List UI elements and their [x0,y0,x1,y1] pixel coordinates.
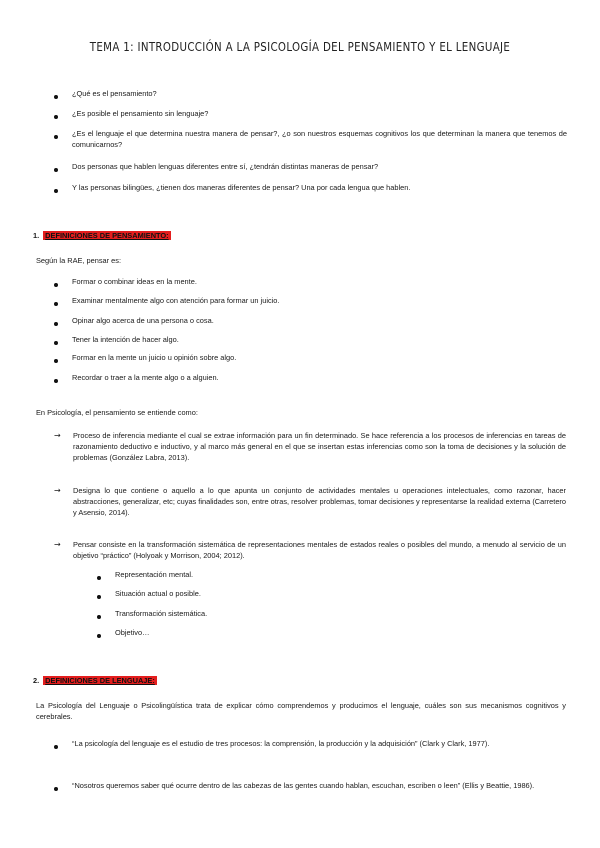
bullet-dot [54,189,58,193]
bullet-dot [97,615,101,619]
list-item: Opinar algo acerca de una persona o cosa. [72,316,214,325]
page-title: TEMA 1: INTRODUCCIÓN A LA PSICOLOGÍA DEL PENSAMIENTO Y EL LENGUAJE [89,39,511,54]
bullet-dot [97,634,101,638]
list-item: Y las personas bilingües, ¿tienen dos maneras diferentes de pensar? Una por cada lengua que hablen. [72,183,411,192]
list-item: Examinar mentalmente algo con atención para formar un juicio. [72,296,280,305]
list-item: Tener la intención de hacer algo. [72,335,179,344]
bullet-dot [54,745,58,749]
section-number: 1. [33,231,40,240]
bullet-dot [54,283,58,287]
list-item: Formar o combinar ideas en la mente. [72,277,197,286]
section-heading-text: DEFINICIONES DE PENSAMIENTO: [45,231,169,240]
list-item: Objetivo… [115,628,150,637]
list-item: Pensar consiste en la transformación sistemática de representaciones mentales de estados reales o posibles del mundo, a menudo al servicio de un objetivo “práctico” (Holyoak y Morrison, 2004; 2012). [73,540,566,561]
section-heading-pensamiento [33,230,171,241]
bullet-dot [54,322,58,326]
psychology-intro: En Psicología, el pensamiento se entiende como: [36,408,198,417]
rae-intro: Según la RAE, pensar es: [36,256,122,265]
bullet-dot [54,341,58,345]
bullet-dot [54,359,58,363]
bullet-dot [97,595,101,599]
list-item: “Nosotros queremos saber qué ocurre dentro de las cabezas de las gentes cuando hablan, escuchan, escriben o leen” (Ellis y Beattie, 1986). [72,781,535,790]
bullet-dot [54,379,58,383]
list-item: Recordar o traer a la mente algo o a alguien. [72,373,219,382]
bullet-dot [54,115,58,119]
bullet-dot [54,95,58,99]
section-heading-lenguaje [33,675,157,686]
section-heading-text: DEFINICIONES DE LENGUAJE: [45,676,155,685]
bullet-dot [54,302,58,306]
list-item: Representación mental. [115,570,194,579]
list-item: Situación actual o posible. [115,589,201,598]
arrow-icon: → [54,540,61,549]
list-item: Dos personas que hablen lenguas diferentes entre sí, ¿tendrán distintas maneras de pensar? [72,162,379,171]
list-item: ¿Es posible el pensamiento sin lenguaje? [72,109,209,118]
arrow-icon: → [54,431,61,440]
section-number: 2. [33,676,40,685]
list-item: Transformación sistemática. [115,609,208,618]
list-item: ¿Qué es el pensamiento? [72,89,157,98]
bullet-dot [54,787,58,791]
bullet-dot [54,168,58,172]
list-item: “La psicología del lenguaje es el estudio de tres procesos: la comprensión, la producción y la adquisición” (Clark y Clark, 1977). [72,739,490,748]
language-intro: La Psicología del Lenguaje o Psicolingüística trata de explicar cómo comprendemos y producimos el lenguaje, cuáles son sus mecanismos cognitivos y cerebrales. [36,701,566,722]
list-item: Formar en la mente un juicio u opinión sobre algo. [72,353,237,362]
list-item: Proceso de inferencia mediante el cual se extrae información para un fin determinado. Se hace referencia a los procesos de inferencias en tareas de razonamiento deductivo e inductivo, y al marco más general en el que se insertan estas inferencias como son la toma de decisiones y la solución de problemas (González Labra, 2013). [73,431,566,463]
bullet-dot [54,135,58,139]
arrow-icon: → [54,486,61,495]
list-item: ¿Es el lenguaje el que determina nuestra manera de pensar?, ¿o son nuestros esquemas cognitivos los que determinan la manera que tenemos de comunicarnos? [72,129,567,150]
list-item: Designa lo que contiene o aquello a lo que apunta un conjunto de actividades mentales u operaciones intelectuales, como razonar, hacer abstracciones, generalizar, etc; cuyas finalidades son, entre otras, resolver problemas, tomar decisiones y representarse la realidad externa (Carretero y Asensio, 2014). [73,486,566,518]
bullet-dot [97,576,101,580]
